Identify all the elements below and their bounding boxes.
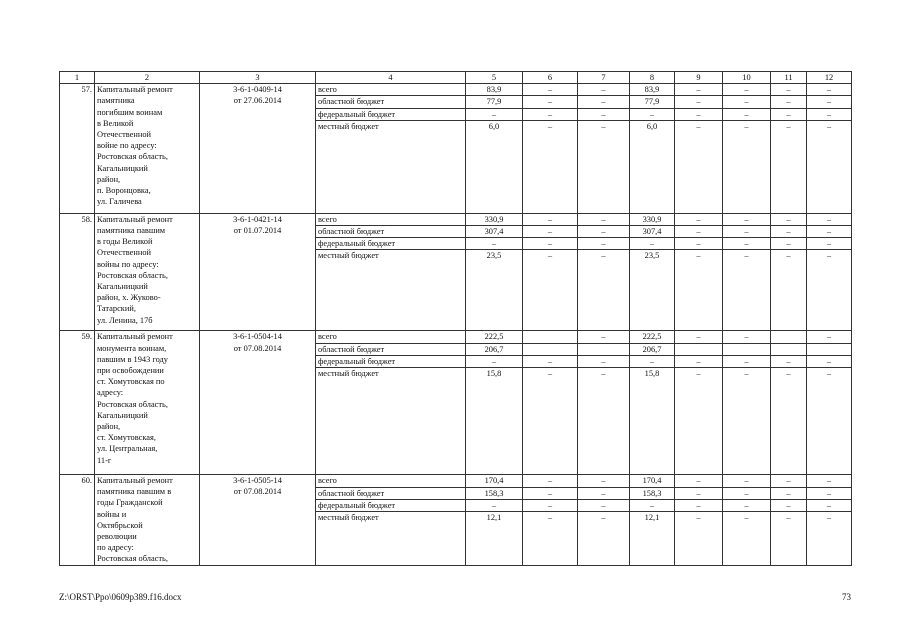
- value-cell-c10: –: [723, 108, 771, 120]
- value-cell-c12: –: [807, 226, 852, 238]
- header-cell: 4: [316, 72, 466, 84]
- value-cell-c11: [771, 343, 807, 355]
- header-cell: 8: [630, 72, 675, 84]
- value-cell-c5: –: [466, 499, 523, 511]
- header-cell: 11: [771, 72, 807, 84]
- value-cell-c6: –: [523, 250, 578, 331]
- value-cell-c10: –: [723, 368, 771, 475]
- value-cell-c11: –: [771, 108, 807, 120]
- program-table: [59, 71, 852, 566]
- value-cell-c9: –: [675, 368, 723, 475]
- row-number: 57.: [60, 84, 95, 214]
- value-cell-c8: 307,4: [630, 226, 675, 238]
- value-cell-c10: –: [723, 213, 771, 225]
- value-cell-c10: –: [723, 499, 771, 511]
- value-cell-c6: –: [523, 213, 578, 225]
- value-cell-c10: –: [723, 250, 771, 331]
- value-cell-c7: [578, 343, 630, 355]
- value-cell-c5: 307,4: [466, 226, 523, 238]
- value-cell-c12: –: [807, 238, 852, 250]
- value-cell-c10: –: [723, 331, 771, 343]
- header-cell: 1: [60, 72, 95, 84]
- value-cell-c10: –: [723, 487, 771, 499]
- value-cell-c8: 12,1: [630, 512, 675, 565]
- expertise-cell: [200, 475, 316, 566]
- value-cell-c8: –: [630, 108, 675, 120]
- value-cell-c9: –: [675, 355, 723, 367]
- value-cell-c6: –: [523, 84, 578, 96]
- header-row: [60, 72, 852, 84]
- value-cell-c12: –: [807, 213, 852, 225]
- value-cell-c6: –: [523, 512, 578, 565]
- value-cell-c7: –: [578, 487, 630, 499]
- table-row: [60, 475, 852, 487]
- value-cell-c6: –: [523, 475, 578, 487]
- expertise-date: от 27.06.2014: [233, 96, 282, 106]
- header-cell: 7: [578, 72, 630, 84]
- value-cell-c8: –: [630, 355, 675, 367]
- value-cell-c7: –: [578, 250, 630, 331]
- value-cell-c7: –: [578, 108, 630, 120]
- value-cell-c5: 206,7: [466, 343, 523, 355]
- value-cell-c11: –: [771, 355, 807, 367]
- value-cell-c8: 23,5: [630, 250, 675, 331]
- value-cell-c11: [771, 331, 807, 343]
- value-cell-c6: –: [523, 96, 578, 108]
- header-cell: 10: [723, 72, 771, 84]
- value-cell-c12: –: [807, 250, 852, 331]
- value-cell-c11: –: [771, 84, 807, 96]
- header-cell: 6: [523, 72, 578, 84]
- value-cell-c8: –: [630, 499, 675, 511]
- value-cell-c11: –: [771, 499, 807, 511]
- funding-source-label: всего: [316, 475, 466, 487]
- value-cell-c6: [523, 343, 578, 355]
- footer-page-number: 73: [842, 592, 851, 602]
- header-cell: 2: [95, 72, 200, 84]
- value-cell-c6: –: [523, 355, 578, 367]
- footer-file-path: Z:\ORST\Ppo\0609p389.f16.docx: [59, 592, 182, 602]
- expertise-date: от 07.08.2014: [233, 487, 282, 497]
- object-description: Капитальный ремонт памятника павшим в годы Гражданской войны и Октябрьской революции по адресу: Ростовская область,: [95, 475, 200, 566]
- value-cell-c12: –: [807, 499, 852, 511]
- value-cell-c8: 83,9: [630, 84, 675, 96]
- value-cell-c9: –: [675, 238, 723, 250]
- value-cell-c9: –: [675, 213, 723, 225]
- value-cell-c9: [675, 343, 723, 355]
- value-cell-c9: –: [675, 250, 723, 331]
- value-cell-c5: –: [466, 108, 523, 120]
- value-cell-c8: 170,4: [630, 475, 675, 487]
- funding-source-label: областной бюджет: [316, 343, 466, 355]
- value-cell-c12: –: [807, 108, 852, 120]
- funding-source-label: федеральный бюджет: [316, 355, 466, 367]
- expertise-cell: [200, 84, 316, 214]
- value-cell-c9: –: [675, 108, 723, 120]
- expertise-code: 3-6-1-0505-14: [233, 476, 282, 486]
- funding-source-label: местный бюджет: [316, 120, 466, 213]
- header-cell: 3: [200, 72, 316, 84]
- value-cell-c7: –: [578, 226, 630, 238]
- value-cell-c7: –: [578, 368, 630, 475]
- value-cell-c5: –: [466, 355, 523, 367]
- value-cell-c9: –: [675, 512, 723, 565]
- header-cell: 9: [675, 72, 723, 84]
- expertise-date: от 01.07.2014: [233, 226, 282, 236]
- value-cell-c9: –: [675, 331, 723, 343]
- value-cell-c8: 77,9: [630, 96, 675, 108]
- funding-source-label: федеральный бюджет: [316, 108, 466, 120]
- value-cell-c10: –: [723, 512, 771, 565]
- value-cell-c11: –: [771, 96, 807, 108]
- funding-source-label: местный бюджет: [316, 250, 466, 331]
- value-cell-c11: –: [771, 213, 807, 225]
- value-cell-c5: 170,4: [466, 475, 523, 487]
- table-body: [60, 72, 852, 566]
- value-cell-c7: –: [578, 120, 630, 213]
- value-cell-c9: –: [675, 499, 723, 511]
- value-cell-c5: 77,9: [466, 96, 523, 108]
- value-cell-c6: –: [523, 499, 578, 511]
- value-cell-c12: –: [807, 84, 852, 96]
- value-cell-c9: –: [675, 96, 723, 108]
- value-cell-c11: –: [771, 475, 807, 487]
- value-cell-c6: –: [523, 120, 578, 213]
- value-cell-c8: 15,8: [630, 368, 675, 475]
- object-description: Капитальный ремонт монумента воинам, павшим в 1943 году при освобождении ст. Хомутовская по адресу: Ростовская область, Кагальницкий район, ст. Хомутовская, ул. Центральная, 11-г: [95, 331, 200, 475]
- value-cell-c7: –: [578, 475, 630, 487]
- funding-source-label: всего: [316, 331, 466, 343]
- value-cell-c12: –: [807, 512, 852, 565]
- value-cell-c6: –: [523, 487, 578, 499]
- funding-source-label: федеральный бюджет: [316, 499, 466, 511]
- funding-source-label: местный бюджет: [316, 368, 466, 475]
- value-cell-c12: –: [807, 487, 852, 499]
- value-cell-c12: –: [807, 368, 852, 475]
- value-cell-c11: –: [771, 226, 807, 238]
- value-cell-c6: –: [523, 368, 578, 475]
- value-cell-c5: 6,0: [466, 120, 523, 213]
- expertise-cell: [200, 213, 316, 331]
- value-cell-c11: –: [771, 250, 807, 331]
- value-cell-c8: 222,5: [630, 331, 675, 343]
- value-cell-c8: 6,0: [630, 120, 675, 213]
- funding-source-label: местный бюджет: [316, 512, 466, 565]
- value-cell-c12: [807, 343, 852, 355]
- value-cell-c5: 222,5: [466, 331, 523, 343]
- row-number: 58.: [60, 213, 95, 331]
- header-cell: 5: [466, 72, 523, 84]
- row-number: 59.: [60, 331, 95, 475]
- funding-source-label: областной бюджет: [316, 226, 466, 238]
- value-cell-c6: –: [523, 108, 578, 120]
- value-cell-c7: –: [578, 213, 630, 225]
- table-row: [60, 331, 852, 343]
- value-cell-c7: –: [578, 355, 630, 367]
- value-cell-c8: 330,9: [630, 213, 675, 225]
- value-cell-c8: –: [630, 238, 675, 250]
- value-cell-c9: –: [675, 475, 723, 487]
- value-cell-c8: 206,7: [630, 343, 675, 355]
- value-cell-c12: –: [807, 120, 852, 213]
- funding-source-label: областной бюджет: [316, 96, 466, 108]
- value-cell-c9: –: [675, 226, 723, 238]
- value-cell-c5: 23,5: [466, 250, 523, 331]
- value-cell-c7: –: [578, 238, 630, 250]
- table-row: [60, 213, 852, 225]
- expertise-code: 3-6-1-0409-14: [233, 85, 282, 95]
- value-cell-c7: –: [578, 512, 630, 565]
- funding-source-label: всего: [316, 213, 466, 225]
- value-cell-c7: –: [578, 499, 630, 511]
- value-cell-c11: –: [771, 120, 807, 213]
- value-cell-c5: 330,9: [466, 213, 523, 225]
- value-cell-c10: –: [723, 120, 771, 213]
- header-cell: 12: [807, 72, 852, 84]
- funding-source-label: федеральный бюджет: [316, 238, 466, 250]
- value-cell-c6: –: [523, 226, 578, 238]
- table-row: [60, 84, 852, 96]
- value-cell-c11: –: [771, 368, 807, 475]
- value-cell-c5: 158,3: [466, 487, 523, 499]
- value-cell-c10: –: [723, 226, 771, 238]
- value-cell-c9: –: [675, 487, 723, 499]
- expertise-code: 3-6-1-0504-14: [233, 332, 282, 342]
- value-cell-c11: –: [771, 238, 807, 250]
- value-cell-c12: –: [807, 475, 852, 487]
- value-cell-c12: –: [807, 355, 852, 367]
- funding-source-label: областной бюджет: [316, 487, 466, 499]
- value-cell-c5: –: [466, 238, 523, 250]
- value-cell-c10: –: [723, 238, 771, 250]
- value-cell-c11: –: [771, 487, 807, 499]
- funding-source-label: всего: [316, 84, 466, 96]
- row-number: 60.: [60, 475, 95, 566]
- value-cell-c5: 83,9: [466, 84, 523, 96]
- value-cell-c12: –: [807, 96, 852, 108]
- value-cell-c10: –: [723, 475, 771, 487]
- value-cell-c9: –: [675, 84, 723, 96]
- value-cell-c10: –: [723, 355, 771, 367]
- value-cell-c7: –: [578, 84, 630, 96]
- value-cell-c5: 15,8: [466, 368, 523, 475]
- value-cell-c7: –: [578, 96, 630, 108]
- object-description: Капитальный ремонт памятника павшим в годы Великой Отечественной войны по адресу: Ростовская область, Кагальницкий район, х. Жуково- Татарский, ул. Ленина, 17б: [95, 213, 200, 331]
- value-cell-c10: –: [723, 96, 771, 108]
- value-cell-c10: [723, 343, 771, 355]
- value-cell-c8: 158,3: [630, 487, 675, 499]
- value-cell-c6: –: [523, 238, 578, 250]
- object-description: Капитальный ремонт памятника погибшим воинам в Великой Отечественной войне по адресу: Ростовская область, Кагальницкий район, п. Воронцовка, ул. Галичева: [95, 84, 200, 214]
- value-cell-c10: –: [723, 84, 771, 96]
- value-cell-c6: [523, 331, 578, 343]
- expertise-cell: [200, 331, 316, 475]
- value-cell-c11: –: [771, 512, 807, 565]
- expertise-date: от 07.08.2014: [233, 343, 282, 353]
- value-cell-c9: –: [675, 120, 723, 213]
- value-cell-c12: –: [807, 331, 852, 343]
- value-cell-c7: –: [578, 331, 630, 343]
- value-cell-c5: 12,1: [466, 512, 523, 565]
- expertise-code: 3-6-1-0421-14: [233, 214, 282, 224]
